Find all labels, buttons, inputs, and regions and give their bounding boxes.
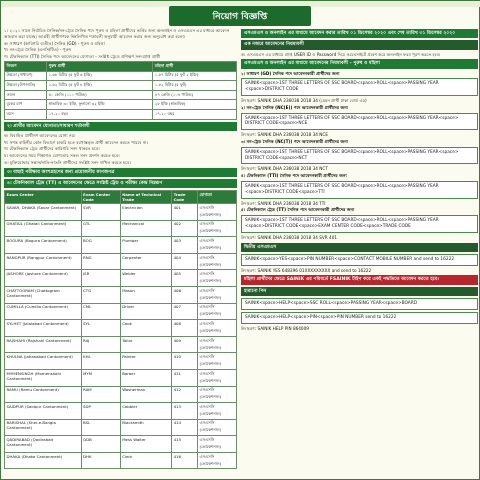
exam-centre-cell: এসএসসি (ভোকেশনাল) [198,253,237,270]
exam-centre-cell: এসএসসি (ভোকেশনাল) [198,386,237,403]
exam-centre-cell: এসএসসি (ভোকেশনাল) [198,237,237,254]
lost-pin-format-2: SAINIK<space>HELP<space>PIN<space>PIN NUMBER send to 16222 [241,312,478,324]
requirements-cell: ১.৫৭ মিটার (৫ ফুট ২ ইঞ্চি) [153,71,237,81]
rule-c-example: উদাহরণ: SAINIK DHA 236038 2018 34 NCT [241,166,328,172]
intro-paragraph: ১। ২০২১ সালে নির্বাচিত সৈনিক/নন-ট্রেড সৈনিক পদে পুরুষ ও মহিলা প্রার্থীদের ভর্তির জন্য অনলাইন ও এসএমএস এর মাধ্যমে আবেদন আহবান করা যাচ্ছে। আগ্রহী প্রার্থীগণকে নিম্নলিখিত শর্তাবলী অনুযায়ী আবেদন করার জন্য অনুরোধ করা হলো। [4,28,230,39]
exam-centre-cell: MYM [81,369,120,386]
condition-item: গ। টেকনিক্যাল ট্রেড প্রার্থীদের কারিগরি সনদ থাকতে হবে। [4,146,100,152]
exam-centre-cell: 409 [172,336,198,353]
requirements-cell: ৫০ কেজি (১১০ পাউন্ড) [47,90,153,100]
requirements-cell: ১.৫২ মিটার (৫ ফুট) [153,81,237,91]
lost-pin-heading: হারানো পিন [241,287,478,296]
req-header: বিবরণ [5,61,47,71]
requirements-row [5,90,237,100]
exam-centre-body [5,203,237,469]
apply-rules-heading: এসএমএস ও অনলাইন এর মাধ্যমে আবেদনের নিয়মাবলী - পুরুষ ও মহিলা [241,59,478,68]
exam-centre-cell: Painter [120,353,171,370]
exam-centre-cell: CHATTOGRAM (Chattogram Cantonment) [5,286,82,303]
exam-centre-row [5,303,237,320]
exam-centre-cell: GHATAIL (Ghatail Cantonment) [5,220,82,237]
left-column [4,27,237,479]
rule-d-title: ৪। টেকনিক্যাল (TTI) সৈনিক পদে আবেদনকারী প্রার্থীদের জন্য [241,173,347,179]
second-sms-example: উদাহরণ: SAINIK YES 648396 01XXXXXXXXX and send to 16222 [241,267,372,273]
exam-centre-row [5,270,237,287]
exam-centre-cell: Mason [120,286,171,303]
req-header: মহিলা প্রার্থী [153,61,237,71]
exam-centre-cell: SDP [81,403,120,420]
section-3-heading: ৩। বাছাই পরীক্ষায় অংশগ্রহণের জন্য প্রয়োজনীয় কাগজপত্র [4,168,237,177]
exam-centre-cell: 412 [172,386,198,403]
exam-centre-cell: এসএসসি (ভোকেশনাল) [198,286,237,303]
requirements-row [5,81,237,91]
exam-centre-cell: 401 [172,203,198,220]
exam-centre-cell: DHAKA (Dhaka Cantonment) [5,452,82,469]
exam-centre-cell: SYLHET (Jalalabad Cantonment) [5,320,82,337]
exam-centre-cell: Electrician [120,203,171,220]
requirements-row [5,71,237,81]
rule-a-title: ১। সাধারণ (GD) সৈনিক পদে আবেদনকারী প্রার্থীদের জন্য [241,70,340,76]
at-a-glance-heading: এক নজরে আবেদনের নিয়মাবলী [241,40,478,49]
rule-d-example: উদাহরণ: SAINIK DHA 236038 2018 34 TTI [241,200,326,206]
requirements-row [5,100,237,110]
exam-centre-cell: BSL [81,419,120,436]
exam-centre-cell: Mess Waiter [120,436,171,453]
exam-centre-row [5,386,237,403]
exam-centre-cell: Tailor [120,336,171,353]
exam-centre-cell: 403 [172,237,198,254]
exam-centre-cell: Blacksmith [120,419,171,436]
exam-centre-cell: এসএসসি (ভোকেশনাল) [198,320,237,337]
exam-centre-cell: Barber [120,369,171,386]
requirements-cell: ১৭-২০ বছর [47,109,153,119]
requirements-row [5,109,237,119]
exam-centre-row [5,369,237,386]
exam-centre-cell: BOG [81,237,120,254]
exam-centre-cell: SVR [81,203,120,220]
exam-centre-cell: MYMENSINGH (Momenshahi Cantonment) [5,369,82,386]
exam-centre-cell: 416 [172,452,198,469]
second-sms-heading: দ্বিতীয় এসএমএস [241,243,478,252]
exam-centre-cell: KHULNA (Jahanabad Cantonment) [5,353,82,370]
exam-centre-row [5,452,237,469]
requirements-cell: উচ্চতা (উপজাতি) [5,81,47,91]
exam-centre-cell: Mechanical [120,220,171,237]
exam-centre-cell: JSR [81,270,120,287]
requirements-table [4,61,237,120]
requirements-cell: ২৮ ইঞ্চি (স্বাভাবিক) [153,100,237,110]
exam-centre-cell: এসএসসি (ভোকেশনাল) [198,303,237,320]
exam-centre-cell: GTL [81,220,120,237]
exam-centre-cell: 410 [172,353,198,370]
exam-centre-row [5,403,237,420]
condition-item: ঙ। মুক্তিযোদ্ধার সন্তান/নাতি-নাতনি প্রার্থীদের সংশ্লিষ্ট সনদ দাখিল করতে হবে। [4,160,131,166]
exam-centre-cell: RAJ [81,336,120,353]
req-header: পুরুষ প্রার্থী [47,61,153,71]
exam-centre-cell: Cobbler [120,403,171,420]
exam-centre-cell: Driver [120,303,171,320]
exam-centre-cell: 413 [172,403,198,420]
exam-centre-cell: এসএসসি (ভোকেশনাল) [198,270,237,287]
section-4-heading: ৪। টেকনিক্যাল ট্রেড (TT) এ আবেদনের ক্ষেত্রে সংশ্লিষ্ট ট্রেড ও পরীক্ষা কেন্দ্র নিম্নরূপ [4,179,237,188]
requirements-cell: ১৭-২০ বছর [153,109,237,119]
exam-centre-cell: KHL [81,353,120,370]
exam-centre-row [5,203,237,220]
exam-centre-row [5,320,237,337]
exam-centre-cell: Welder [120,270,171,287]
point-c: গ। টেকনিক্যাল (TTI) সৈনিক পদে আবেদনের যোগ্যতা - সংশ্লিষ্ট ট্রেডে প্রশিক্ষণ সনদপ্রাপ্ত প্রার্থী [4,54,161,60]
exam-centre-cell: এসএসসি (ভোকেশনাল) [198,220,237,237]
exam-centre-cell: SAVAR, DHAKA (Savar Cantonment) [5,203,82,220]
centre-header: Exam Center Code [81,191,120,204]
exam-centre-cell: 404 [172,253,198,270]
exam-centre-cell: 415 [172,436,198,453]
rule-d-format: SAINIK<space>1ST THREE LETTERS OF SSC BOARD<space>ROLL<space>PASSING YEAR <space>DISTRICT CODE<space>TTI [241,181,478,199]
rule-c-format: SAINIK<space>1ST THREE LETTERS OF SSC BOARD<space>ROLL<space>PASSING YEAR<space> DISTRICT CODE<space>NCT [241,147,478,165]
exam-centre-cell: Carpenter [120,253,171,270]
exam-centre-row [5,253,237,270]
requirements-cell: বয়স [5,109,47,119]
right-column [241,27,478,479]
exam-centre-row [5,436,237,453]
exam-centre-cell: এসএসসি (ভোকেশনাল) [198,419,237,436]
exam-centre-row [5,286,237,303]
requirements-cell: ওজন [5,90,47,100]
exam-centre-row [5,353,237,370]
conditions-list [4,133,237,166]
point-a: ক। সাধারণ (কারিগরি ব্যতীত) সৈনিক (GD) - পুরুষ ও মহিলা [4,40,105,46]
exam-centre-cell: এসএসসি (ভোকেশনাল) [198,452,237,469]
rule-e-format: SAINIK<space>1ST THREE LETTERS OF SSC BOARD<space>ROLL<space>PASSING YEAR <space>DISTRICT CODE<space>EXAM CENTER CODE<space>TRADE CODE [241,215,478,233]
exam-centre-cell: এসএসসি (ভোকেশনাল) [198,403,237,420]
exam-centre-cell: RAMU (Ramu Cantonment) [5,386,82,403]
exam-centre-cell: এসএসসি (ভোকেশনাল) [198,436,237,453]
exam-centre-cell: 406 [172,286,198,303]
exam-centre-cell: JASHORE (Jashore Cantonment) [5,270,82,287]
sms-date-heading: এসএমএস ও অনলাইন এর মাধ্যমে আবেদন করার তারিখ ০১ ডিসেম্বর ২০২০ এবং শেষ তারিখ ৩১ ডিসেম্বর ২০২০ [241,29,478,38]
rule-e-title: ৫। টেকনিক্যাল ট্রেড (TT) সৈনিক পদে আবেদনকারী প্রার্থীদের জন্য [241,207,355,213]
exam-centre-cell: Clerk [120,452,171,469]
exam-centre-cell: 414 [172,419,198,436]
exam-centre-cell: 408 [172,320,198,337]
exam-centre-cell: CTG [81,286,120,303]
exam-centre-cell: এসএসসি (ভোকেশনাল) [198,336,237,353]
requirements-cell: ৪৭ কেজি (১০৪ পাউন্ড) [153,90,237,100]
condition-item: ক। বিবাহিত প্রার্থীগণ আবেদনের যোগ্য নয়। [4,132,76,138]
point-b: খ। নন-ট্রেড সৈনিক (এনসি/টিএ) - পুরুষ [4,47,72,53]
exam-centre-cell: Plumber [120,237,171,254]
condition-item: খ। সশস্ত্র বাহিনীর কোন বিভাগে চাকরি হতে বরখাস্তকৃত প্রার্থী আবেদন করতে পারবে না। [4,139,149,145]
exam-centre-row [5,237,237,254]
rule-b-format: SAINIK<space>1ST THREE LETTERS OF SSC BOARD<space>ROLL<space>PASSING YEAR<space> DISTRICT CODE<space>NCE [241,113,478,131]
exam-centre-cell: Washerman [120,386,171,403]
centre-header: Exam Center [5,191,82,204]
exam-centre-cell: RANGPUR (Rangpur Cantonment) [5,253,82,270]
exam-centre-cell: এসএসসি (ভোকেশনাল) [198,369,237,386]
requirements-cell: উচ্চতা (সাধারণ) [5,71,47,81]
exam-centre-cell: RAJSHAHI (Rajshahi Cantonment) [5,336,82,353]
section-2-heading: ২। প্রার্থীর আবেদন যোগ্যতা/সাধারণ শর্তাবলী [4,122,237,131]
exam-centre-row [5,220,237,237]
exam-centre-table [4,190,237,469]
exam-centre-cell: এসএসসি (ভোকেশনাল) [198,203,237,220]
requirements-cell: ১.৬২ মিটার (৫ ফুট ৪ ইঞ্চি) [47,81,153,91]
exam-centre-cell: DHK [81,452,120,469]
female-warning-bar: মহিলা প্রার্থীদের ক্ষেত্রে SAINIK এর পরিবর্তে FSAINIK টাইপ করে একই পদ্ধতিতে আবেদন করতে হবে। [241,275,478,284]
condition-item: ঘ। আবেদনের সময় শিক্ষাগত যোগ্যতার সকল সনদ প্রদর্শন করতে হবে। [4,153,120,159]
centre-header: Trade Code [172,191,198,204]
exam-centre-cell: RAM [81,386,120,403]
rule-b-example: উদাহরণ: SAINIK DHA 236038 2018 34 NCE [241,132,328,138]
lost-pin-example: উদাহরণ: SAINIK HELP PIN 864009 [241,325,309,331]
exam-centre-cell: SAIDPUR (Saidpur Cantonment) [5,403,82,420]
requirements-body [5,71,237,119]
exam-centre-cell: 407 [172,303,198,320]
requirements-cell: বুকের মাপ [5,100,47,110]
exam-centre-cell: QADIRABAD (Qadirabad Cantonment) [5,436,82,453]
exam-centre-row [5,336,237,353]
page-title: নিয়োগ বিজ্ঞপ্তি [169,6,311,26]
exam-centre-cell: 402 [172,220,198,237]
exam-centre-cell: RNG [81,253,120,270]
exam-centre-cell: QDB [81,436,120,453]
exam-centre-cell: Cook [120,320,171,337]
centre-header: যোগ্যতা [198,191,237,204]
exam-centre-cell: CML [81,303,120,320]
second-sms-format: SAINIK<space>YES<space>PIN NUMBER<space>CONTACT MOBILE NUMBER and send to 16222 [241,254,478,266]
exam-centre-cell: 405 [172,270,198,287]
requirements-cell: ১.৬৮ মিটার (৫ ফুট ৬ ইঞ্চি) [47,71,153,81]
exam-centre-cell: BARISHAL (Sher-e-Bangla Cantonment) [5,419,82,436]
rule-a-example: উদাহরণ: SAINIK DHA 236038 2018 34 (যেমন প্রার্থী ঢাকা বোর্ড এর) [241,98,367,104]
notes-text: ক। এসএমএস এর মাধ্যমে প্রাপ্ত USER ID ও Password দিয়ে ওয়েবসাইটে প্রবেশ করে অনলাইন ফরম পূরণ করতে হবে। [241,51,441,57]
rule-b-title: ২। নন-ট্রেড সৈনিক (NC(E)) পদে আবেদনকারী প্রার্থীদের জন্য [241,104,348,110]
exam-centre-cell: SYL [81,320,120,337]
requirements-cell: স্বাভাবিক ৩০ ইঞ্চি, ফুলানো ৩২ ইঞ্চি [47,100,153,110]
exam-centre-cell: CUMILLA (Cumilla Cantonment) [5,303,82,320]
exam-centre-cell: এসএসসি (ভোকেশনাল) [198,353,237,370]
exam-centre-cell: 411 [172,369,198,386]
exam-centre-cell: BOGURA (Bogura Cantonment) [5,237,82,254]
exam-centre-row [5,419,237,436]
centre-header: Name of Technical Trade [120,191,171,204]
rule-a-format: SAINIK<space>1ST THREE LETTERS OF SSC BOARD<space>ROLL<space>PASSING YEAR <space>DISTRICT CODE [241,78,478,96]
rule-e-example: উদাহরণ: SAINIK DHA 236038 2018 34 SVR 401 [241,234,338,240]
rule-c-title: ৩। নন-ট্রেড সৈনিক (NC(T)) পদে আবেদনকারী প্রার্থীদের জন্য [241,139,348,145]
lost-pin-format-1: SAINIK<space>HELP<space>SSC ROLL<space>PASSING YEAR<space>BOARD [241,298,478,310]
